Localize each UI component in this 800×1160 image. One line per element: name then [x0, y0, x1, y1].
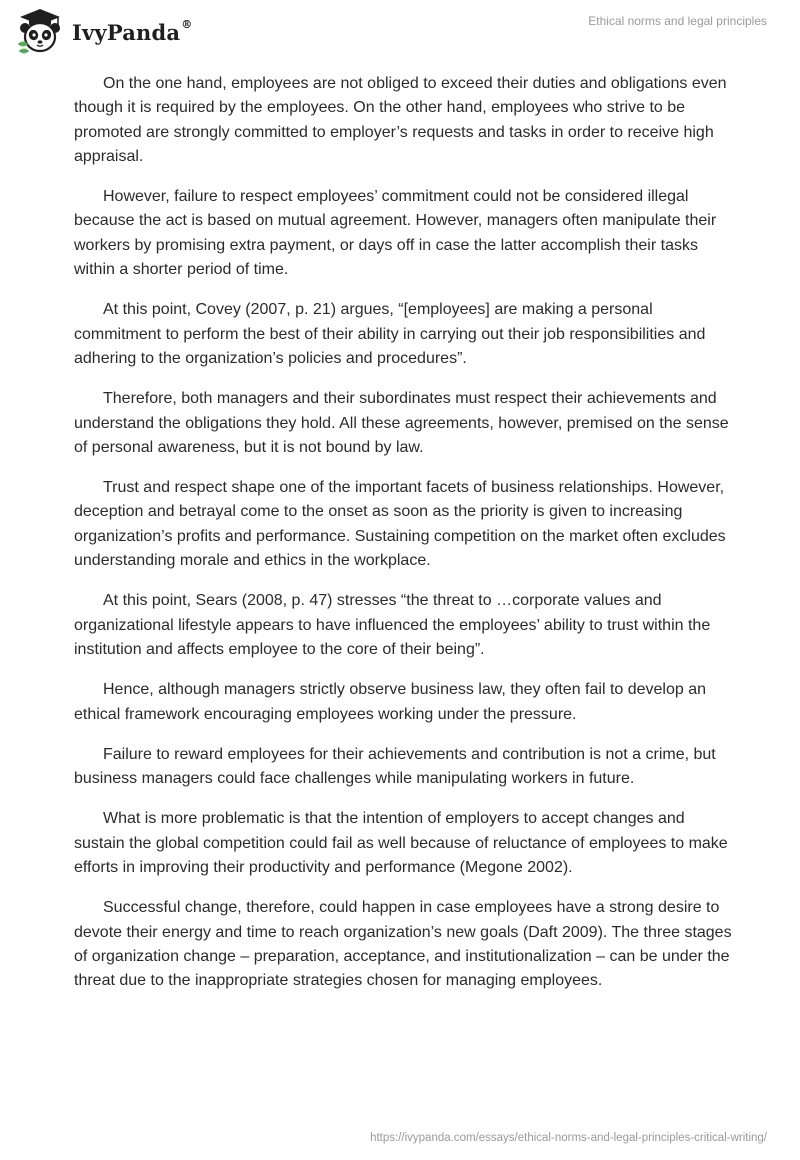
paragraph-8: Failure to reward employees for their achievements and contribution is not a crime, but business managers could face challenges while manipulating workers in future. — [74, 745, 716, 788]
paragraph-6: At this point, Sears (2008, p. 47) stresses “the threat to …corporate values and organizational lifestyle appears to have influenced the employees’ ability to trust within the institution and affects employee to the core of their being”. — [74, 592, 711, 658]
essay-body — [74, 72, 734, 1010]
ivypanda-logo[interactable] — [14, 6, 192, 56]
page-header — [0, 0, 800, 60]
paragraph-5: Trust and respect shape one of the important facets of business relationships. However, deception and betrayal come to the onset as soon as the priority is given to increasing organization’s profits and performance. Sustaining competition on the market often excludes understanding morale and ethics in the workplace. — [74, 479, 726, 570]
panda-graduate-icon — [14, 6, 66, 56]
paragraph-4: Therefore, both managers and their subordinates must respect their achievements and understand the obligations they hold. All these agreements, however, premised on the sense of personal awareness, but it is not bound by law. — [74, 390, 729, 456]
registered-mark: ® — [181, 17, 193, 31]
paragraph-3: At this point, Covey (2007, p. 21) argues, “[employees] are making a personal commitment to perform the best of their ability in carrying out their job responsibilities and adhering to the organization’s policies and procedures”. — [74, 301, 706, 367]
paragraph-10: Successful change, therefore, could happen in case employees have a strong desire to devote their energy and time to reach organization’s new goals (Daft 2009). The three stages of organization change – preparation, acceptance, and institutionalization – can be under the threat due to the inappropriate strategies chosen for managing employees. — [74, 899, 732, 990]
paragraph-9: What is more problematic is that the intention of employers to accept changes and sustain the global competition could fail as well because of reluctance of employees to make efforts in improving their productivity and performance (Megone 2002). — [74, 810, 728, 877]
logo-wordmark: IvyPanda® — [72, 17, 193, 45]
document-title: Ethical norms and legal principles — [588, 14, 767, 28]
paragraph-1: On the one hand, employees are not obliged to exceed their duties and obligations even though it is required by the employees. On the other hand, employees who strive to be promoted are strongly committed to employer’s requests and tasks in order to receive high appraisal. — [74, 75, 727, 165]
source-url[interactable]: https://ivypanda.com/essays/ethical-norms-and-legal-principles-critical-writing/ — [370, 1132, 767, 1144]
paragraph-7: Hence, although managers strictly observe business law, they often fail to develop an ethical framework encouraging employees working under the pressure. — [74, 681, 707, 723]
paragraph-2: However, failure to respect employees’ commitment could not be considered illegal because the act is based on mutual agreement. However, managers often manipulate their workers by promising extra payment, or days off in case the latter accomplish their tasks within a shorter period of time. — [74, 188, 717, 279]
